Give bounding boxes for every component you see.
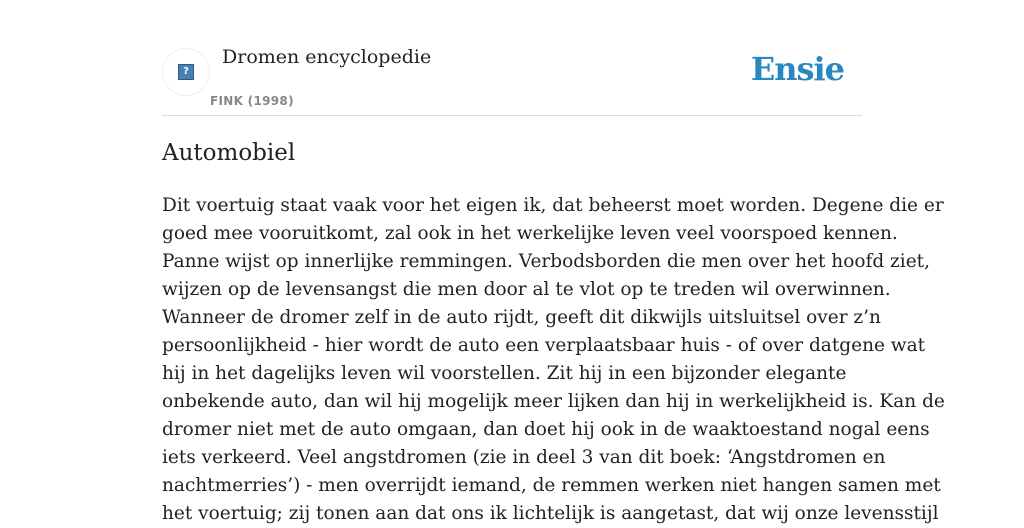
- body-line: onbekende auto, dan wil hij mogelijk meer lijken dan hij in werkelijkheid is. Kan de: [162, 391, 945, 412]
- book-title[interactable]: Dromen encyclopedie: [222, 46, 432, 68]
- body-line: persoonlijkheid - hier wordt de auto een verplaatsbaar huis - of over datgene wat: [162, 335, 926, 356]
- brand-logo[interactable]: Ensie: [750, 50, 844, 88]
- body-line: Panne wijst op innerlijke remmingen. Verbodsborden die men over het hoofd ziet,: [162, 251, 930, 272]
- body-line: Wanneer de dromer zelf in de auto rijdt, geeft dit dikwijls uitsluitsel over z’n: [162, 307, 881, 328]
- body-line: iets verkeerd. Veel angstdromen (zie in deel 3 van dit boek: ‘Angstdromen en: [162, 447, 886, 468]
- question-icon: ?: [178, 64, 194, 80]
- entry-body: [162, 192, 945, 528]
- book-avatar[interactable]: [162, 48, 210, 96]
- author-label: FINK (1998): [210, 94, 294, 108]
- source-header: [162, 46, 862, 116]
- body-line: nachtmerries’) - men overrijdt iemand, de remmen werken niet hangen samen met: [162, 475, 941, 496]
- body-line: Dit voertuig staat vaak voor het eigen ik, dat beheerst moet worden. Degene die er: [162, 195, 944, 216]
- body-line: het voertuig; zij tonen aan dat ons ik lichtelijk is aangetast, dat wij onze levensstijl: [162, 503, 939, 524]
- body-line: goed mee vooruitkomt, zal ook in het werkelijke leven veel voorspoed kennen.: [162, 223, 898, 244]
- body-line: dromer niet met de auto omgaan, dan doet hij ook in de waaktoestand nogal eens: [162, 419, 930, 440]
- body-line: hij in het dagelijks leven wil voorstellen. Zit hij in een bijzonder elegante: [162, 363, 847, 384]
- entry-title: Automobiel: [162, 140, 296, 166]
- body-line: wijzen op de levensangst die men door al te vlot op te treden wil overwinnen.: [162, 279, 891, 300]
